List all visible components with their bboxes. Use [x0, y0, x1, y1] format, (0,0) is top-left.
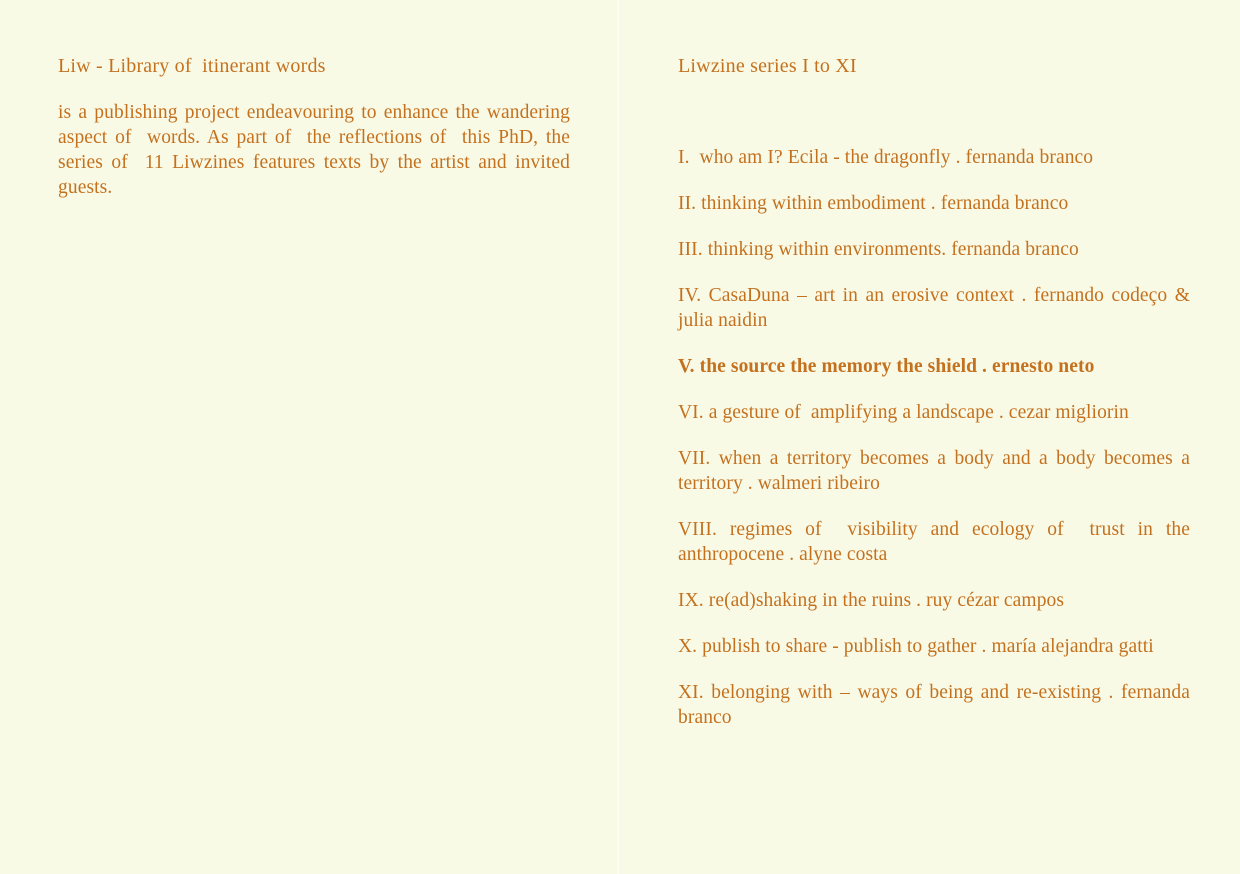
- series-item: VI. a gesture of amplifying a landscape . cezar migliorin: [678, 402, 1129, 423]
- left-page-content: [58, 54, 575, 200]
- left-page-paragraph: is a publishing project endeavouring to enhance the wandering aspect of words. As part of the reflections of this PhD, the series of 11 Liwzines features texts by the artist and invited guests.: [58, 102, 575, 198]
- left-page: [0, 0, 617, 874]
- series-list: [678, 145, 1195, 730]
- series-item: IX. re(ad)shaking in the ruins . ruy cézar campos: [678, 590, 1065, 611]
- left-page-title: Liw - Library of itinerant words: [58, 55, 326, 77]
- right-page-title: Liwzine series I to XI: [678, 55, 857, 77]
- series-item: XI. belonging with – ways of being and re-existing . fernanda branco: [678, 682, 1195, 728]
- series-item: X. publish to share - publish to gather . maría alejandra gatti: [678, 636, 1154, 657]
- series-item: III. thinking within environments. fernanda branco: [678, 239, 1079, 260]
- series-item: VIII. regimes of visibility and ecology of trust in the anthropocene . alyne costa: [678, 519, 1195, 565]
- right-page-content: [678, 54, 1195, 751]
- right-page: [619, 0, 1240, 874]
- series-item: VII. when a territory becomes a body and a body becomes a territory . walmeri ribeiro: [678, 448, 1195, 494]
- series-item: IV. CasaDuna – art in an erosive context . fernando codeço & julia naidin: [678, 285, 1195, 331]
- series-item: II. thinking within embodiment . fernanda branco: [678, 193, 1069, 214]
- series-item: I. who am I? Ecila - the dragonfly . fernanda branco: [678, 147, 1094, 168]
- series-item: V. the source the memory the shield . ernesto neto: [678, 356, 1095, 377]
